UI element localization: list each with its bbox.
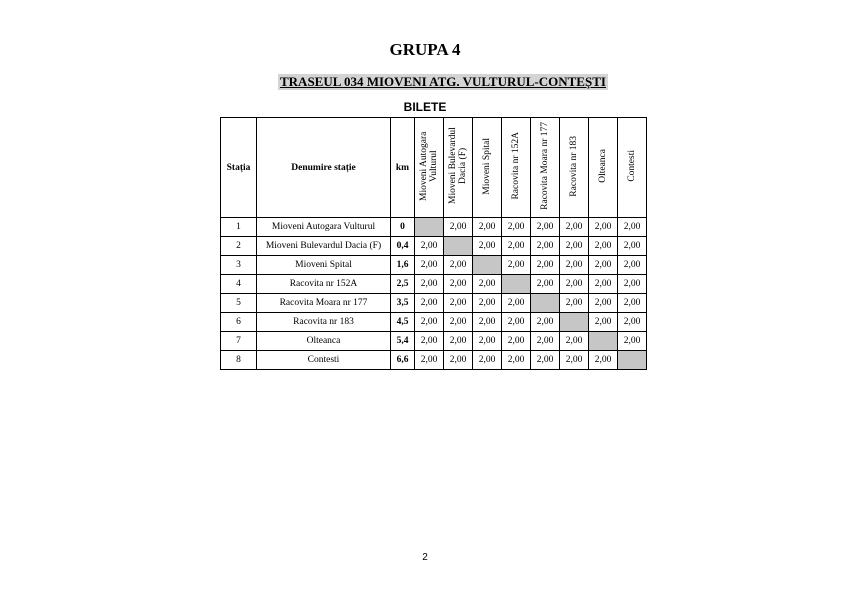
fare-cell-empty xyxy=(618,351,647,370)
fare-cell: 2,00 xyxy=(531,256,560,275)
header-destination xyxy=(531,118,560,218)
fare-cell: 2,00 xyxy=(502,218,531,237)
fare-cell: 2,00 xyxy=(473,237,502,256)
station-km: 5,4 xyxy=(391,332,415,351)
header-km: km xyxy=(391,118,415,218)
fare-cell: 2,00 xyxy=(415,275,444,294)
fare-cell: 2,00 xyxy=(589,237,618,256)
table-row xyxy=(221,256,647,275)
fare-cell: 2,00 xyxy=(589,313,618,332)
fare-cell: 2,00 xyxy=(618,313,647,332)
table-row xyxy=(221,332,647,351)
fare-cell: 2,00 xyxy=(444,256,473,275)
fare-cell: 2,00 xyxy=(618,294,647,313)
station-km: 0 xyxy=(391,218,415,237)
station-name: Mioveni Autogara Vulturul xyxy=(257,218,391,237)
fare-cell: 2,00 xyxy=(589,351,618,370)
station-number: 5 xyxy=(221,294,257,313)
table-row xyxy=(221,275,647,294)
destination-label: Mioveni Autogara Vulturul xyxy=(419,131,439,201)
fare-cell: 2,00 xyxy=(415,294,444,313)
station-name: Mioveni Bulevardul Dacia (F) xyxy=(257,237,391,256)
fare-cell-empty xyxy=(415,218,444,237)
station-km: 2,5 xyxy=(391,275,415,294)
fare-cell: 2,00 xyxy=(415,313,444,332)
fare-cell: 2,00 xyxy=(473,313,502,332)
table-row xyxy=(221,313,647,332)
station-name: Racovita Moara nr 177 xyxy=(257,294,391,313)
header-row xyxy=(221,118,647,218)
station-number: 7 xyxy=(221,332,257,351)
fare-cell-empty xyxy=(589,332,618,351)
fare-cell-empty xyxy=(531,294,560,313)
fare-cell: 2,00 xyxy=(618,256,647,275)
fare-cell: 2,00 xyxy=(560,294,589,313)
header-destination xyxy=(560,118,589,218)
header-station: Stația xyxy=(221,118,257,218)
destination-label: Racovita nr 183 xyxy=(569,135,579,197)
station-number: 8 xyxy=(221,351,257,370)
header-destination xyxy=(589,118,618,218)
fare-cell: 2,00 xyxy=(415,256,444,275)
fare-table xyxy=(220,117,647,370)
fare-table-body xyxy=(221,218,647,370)
fare-cell: 2,00 xyxy=(502,256,531,275)
station-km: 0,4 xyxy=(391,237,415,256)
station-km: 4,5 xyxy=(391,313,415,332)
fare-cell: 2,00 xyxy=(444,332,473,351)
table-row xyxy=(221,351,647,370)
header-destination xyxy=(415,118,444,218)
route-title: TRASEUL 034 MIOVENI ATG. VULTURUL-CONTEȘTI xyxy=(280,74,606,89)
fare-cell: 2,00 xyxy=(502,332,531,351)
fare-cell-empty xyxy=(473,256,502,275)
table-row xyxy=(221,218,647,237)
fare-cell: 2,00 xyxy=(618,237,647,256)
fare-cell: 2,00 xyxy=(444,294,473,313)
fare-cell: 2,00 xyxy=(560,256,589,275)
fare-cell: 2,00 xyxy=(444,351,473,370)
fare-cell: 2,00 xyxy=(415,351,444,370)
fare-cell: 2,00 xyxy=(560,237,589,256)
fare-cell: 2,00 xyxy=(560,351,589,370)
station-number: 1 xyxy=(221,218,257,237)
fare-cell: 2,00 xyxy=(531,332,560,351)
header-destination xyxy=(473,118,502,218)
fare-cell: 2,00 xyxy=(473,332,502,351)
station-name: Racovita nr 183 xyxy=(257,313,391,332)
station-name: Mioveni Spital xyxy=(257,256,391,275)
fare-cell: 2,00 xyxy=(560,218,589,237)
header-destination xyxy=(444,118,473,218)
fare-cell: 2,00 xyxy=(618,332,647,351)
station-km: 1,6 xyxy=(391,256,415,275)
fare-cell: 2,00 xyxy=(502,294,531,313)
fare-cell: 2,00 xyxy=(560,332,589,351)
fare-cell: 2,00 xyxy=(444,218,473,237)
header-destination xyxy=(618,118,647,218)
station-km: 6,6 xyxy=(391,351,415,370)
fare-cell: 2,00 xyxy=(415,237,444,256)
fare-cell: 2,00 xyxy=(531,218,560,237)
fare-cell: 2,00 xyxy=(502,237,531,256)
table-row xyxy=(221,237,647,256)
fare-cell: 2,00 xyxy=(415,332,444,351)
group-title: GRUPA 4 xyxy=(389,40,461,59)
station-name: Olteanca xyxy=(257,332,391,351)
fare-cell: 2,00 xyxy=(618,218,647,237)
station-name: Racovita nr 152A xyxy=(257,275,391,294)
station-km: 3,5 xyxy=(391,294,415,313)
station-number: 4 xyxy=(221,275,257,294)
fare-cell-empty xyxy=(560,313,589,332)
fare-cell: 2,00 xyxy=(531,237,560,256)
fare-cell-empty xyxy=(444,237,473,256)
fare-cell: 2,00 xyxy=(502,313,531,332)
destination-label: Mioveni Spital xyxy=(482,137,492,195)
destination-label: Racovita Moara nr 177 xyxy=(540,122,550,210)
fare-cell: 2,00 xyxy=(473,294,502,313)
page-number: 2 xyxy=(422,552,428,563)
header-station-name: Denumire stație xyxy=(257,118,391,218)
fare-cell: 2,00 xyxy=(444,313,473,332)
header-destination xyxy=(502,118,531,218)
destination-label: Contesti xyxy=(627,150,637,182)
fare-cell: 2,00 xyxy=(560,275,589,294)
fare-cell: 2,00 xyxy=(531,275,560,294)
fare-cell: 2,00 xyxy=(531,351,560,370)
station-number: 6 xyxy=(221,313,257,332)
fare-cell-empty xyxy=(502,275,531,294)
station-number: 3 xyxy=(221,256,257,275)
fare-cell: 2,00 xyxy=(589,275,618,294)
station-number: 2 xyxy=(221,237,257,256)
section-title: BILETE xyxy=(403,100,447,114)
fare-cell: 2,00 xyxy=(473,275,502,294)
fare-cell: 2,00 xyxy=(473,351,502,370)
fare-cell: 2,00 xyxy=(473,218,502,237)
fare-cell: 2,00 xyxy=(589,218,618,237)
fare-cell: 2,00 xyxy=(589,294,618,313)
station-name: Contesti xyxy=(257,351,391,370)
fare-cell: 2,00 xyxy=(531,313,560,332)
destination-label: Olteanca xyxy=(598,149,608,183)
fare-cell: 2,00 xyxy=(618,275,647,294)
fare-cell: 2,00 xyxy=(444,275,473,294)
table-row xyxy=(221,294,647,313)
destination-label: Racovita nr 152A xyxy=(511,132,521,200)
fare-cell: 2,00 xyxy=(502,351,531,370)
fare-cell: 2,00 xyxy=(589,256,618,275)
destination-label: Mioveni Bulevardul Dacia (F) xyxy=(448,127,468,205)
